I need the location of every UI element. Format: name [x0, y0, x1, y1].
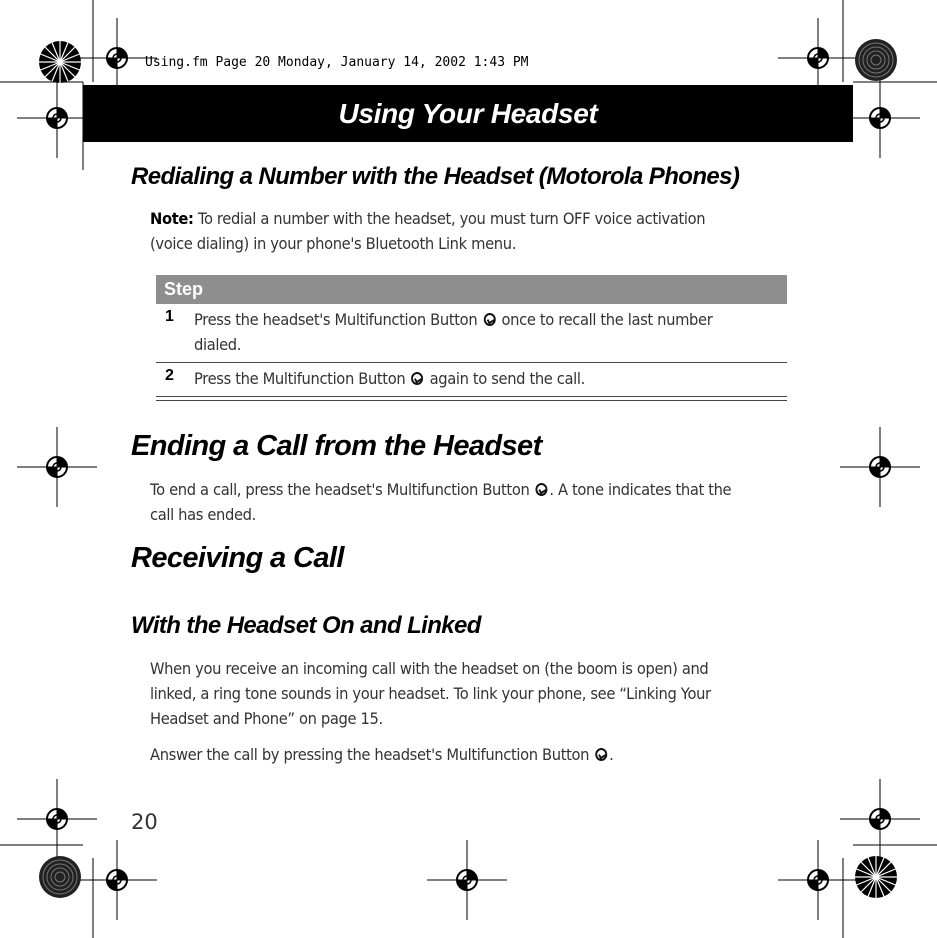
paragraph-text: .	[609, 745, 614, 764]
heading-headset-linked: With the Headset On and Linked	[131, 612, 481, 639]
answer-paragraph	[150, 742, 613, 767]
steps-table	[156, 275, 787, 401]
paragraph-text: call has ended.	[150, 505, 256, 524]
note-paragraph	[150, 206, 705, 256]
multifunction-button-icon	[595, 748, 607, 761]
step-row	[156, 304, 787, 363]
heading-receiving-call: Receiving a Call	[131, 542, 344, 574]
note-text-line1: To redial a number with the headset, you must turn OFF voice activation	[193, 209, 706, 228]
paragraph-text: Answer the call by pressing the headset's Multifunction Button	[150, 745, 594, 764]
step-text-part: Press the Multifunction Button	[194, 369, 410, 388]
paragraph-text: Headset and Phone” on page 15.	[150, 709, 383, 728]
steps-table-header: Step	[156, 275, 787, 304]
paragraph-text: To end a call, press the headset's Multifunction Button	[150, 480, 534, 499]
print-header: Using.fm Page 20 Monday, January 14, 2002 1:43 PM	[145, 55, 529, 70]
multifunction-button-icon	[483, 313, 495, 326]
step-number: 1	[165, 308, 174, 325]
paragraph-text: linked, a ring tone sounds in your headset. To link your phone, see “Linking Your	[150, 684, 711, 703]
linked-paragraph	[150, 656, 711, 731]
paragraph-text: When you receive an incoming call with the headset on (the boom is open) and	[150, 659, 709, 678]
note-label: Note:	[150, 209, 194, 228]
note-text-line2: (voice dialing) in your phone's Bluetooth Link menu.	[150, 234, 517, 253]
step-row	[156, 363, 787, 397]
multifunction-button-icon	[536, 483, 548, 496]
chapter-title: Using Your Headset	[338, 98, 598, 129]
step-text	[194, 304, 783, 362]
multifunction-button-icon	[411, 372, 423, 385]
heading-ending-call: Ending a Call from the Headset	[131, 430, 542, 462]
ending-call-paragraph	[150, 477, 731, 527]
step-text	[194, 363, 783, 396]
page-number: 20	[131, 810, 158, 834]
chapter-banner	[83, 85, 853, 142]
step-number: 2	[165, 367, 174, 384]
paragraph-text: . A tone indicates that the	[549, 480, 732, 499]
step-text-part: once to recall the last number	[497, 310, 713, 329]
steps-table-end-rule	[156, 397, 787, 401]
step-text-part: again to send the call.	[425, 369, 585, 388]
step-text-part: dialed.	[194, 335, 242, 354]
step-text-part: Press the headset's Multifunction Button	[194, 310, 482, 329]
heading-redialing: Redialing a Number with the Headset (Motorola Phones)	[131, 163, 740, 190]
